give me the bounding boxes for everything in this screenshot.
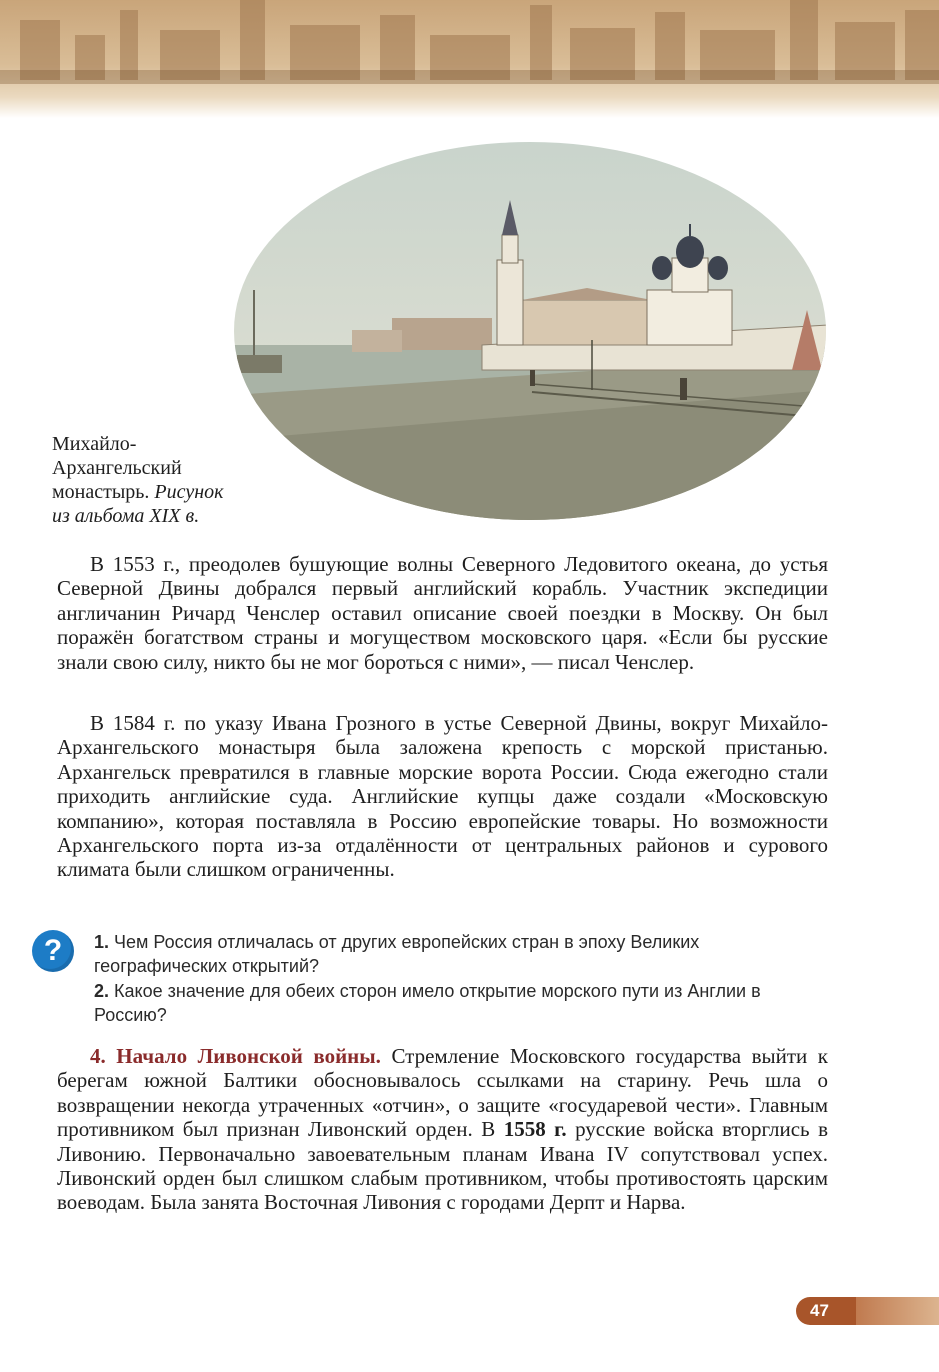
page-number-bar	[856, 1297, 939, 1325]
caption-line	[52, 480, 282, 504]
caption-italic: Рисунок	[154, 481, 224, 503]
question-item	[94, 931, 830, 978]
question-number: 2.	[94, 981, 110, 1001]
caption-italic: из альбома XIX в.	[52, 505, 200, 527]
question-number: 1.	[94, 932, 110, 952]
section-text: Стремление Московского государства выйти к берегам южной Балтики обосновывалось ссылками на старину. Речь шла о возвращении некогда утраченных «отчин», о защите «государевой чести». Главным противником был признан Ливонский орден. В	[57, 1044, 828, 1142]
caption-text: монастырь.	[52, 481, 150, 503]
image-caption	[52, 432, 282, 528]
page-number: 47	[796, 1297, 856, 1325]
year-highlight: 1558 г.	[503, 1117, 567, 1142]
section-livonian-war	[57, 1044, 828, 1215]
paragraph-arkhangelsk: В 1584 г. по указу Ивана Грозного в устье Северной Двины, вокруг Михайло-Архангельского монастыря была заложена крепость с морской пристанью. Архангельск превратился в главные морские ворота России. Сюда ежегодно стали приходить английские суда. Английские купцы даже создали «Московскую компанию», которая поставляла в Россию европейские товары. Но возможности Архангельского порта из-за отдалённости от центральных районов и сурового климата были слишком ограниченны.	[57, 711, 828, 882]
section-heading: 4. Начало Ливонской войны.	[90, 1044, 381, 1068]
question-icon: ?	[32, 930, 74, 972]
question-text: Чем Россия отличалась от других европейских стран в эпоху Великих географических открытий?	[94, 932, 700, 976]
header-banner-illustration	[0, 0, 939, 118]
caption-line: Михайло-	[52, 433, 137, 455]
question-text: Какое значение для обеих сторон имело открытие морского пути из Англии в Россию?	[94, 981, 761, 1025]
caption-line: Архангельский	[52, 457, 182, 479]
question-item	[94, 980, 830, 1027]
paragraph-chancellor: В 1553 г., преодолев бушующие волны Северного Ледовитого океана, до устья Северной Двины добрался первый английский корабль. Участник экспедиции англичанин Ричард Ченслер оставил описание своей поездки в Москву. Он был поражён богатством страны и могуществом московского царя. «Если бы русские знали свою силу, никто бы не мог бороться с ними», — писал Ченслер.	[57, 552, 828, 674]
section-text: русские войска вторглись в Ливонию. Первоначально завоевательным планам Ивана IV сопутствовал успех. Ливонский орден был слишком слабым противником, чтобы противостоять царским воеводам. Была занята Восточная Ливония с городами Дерпт и Нарва.	[57, 1117, 829, 1215]
monastery-illustration	[232, 140, 828, 522]
questions-block	[94, 931, 830, 1029]
